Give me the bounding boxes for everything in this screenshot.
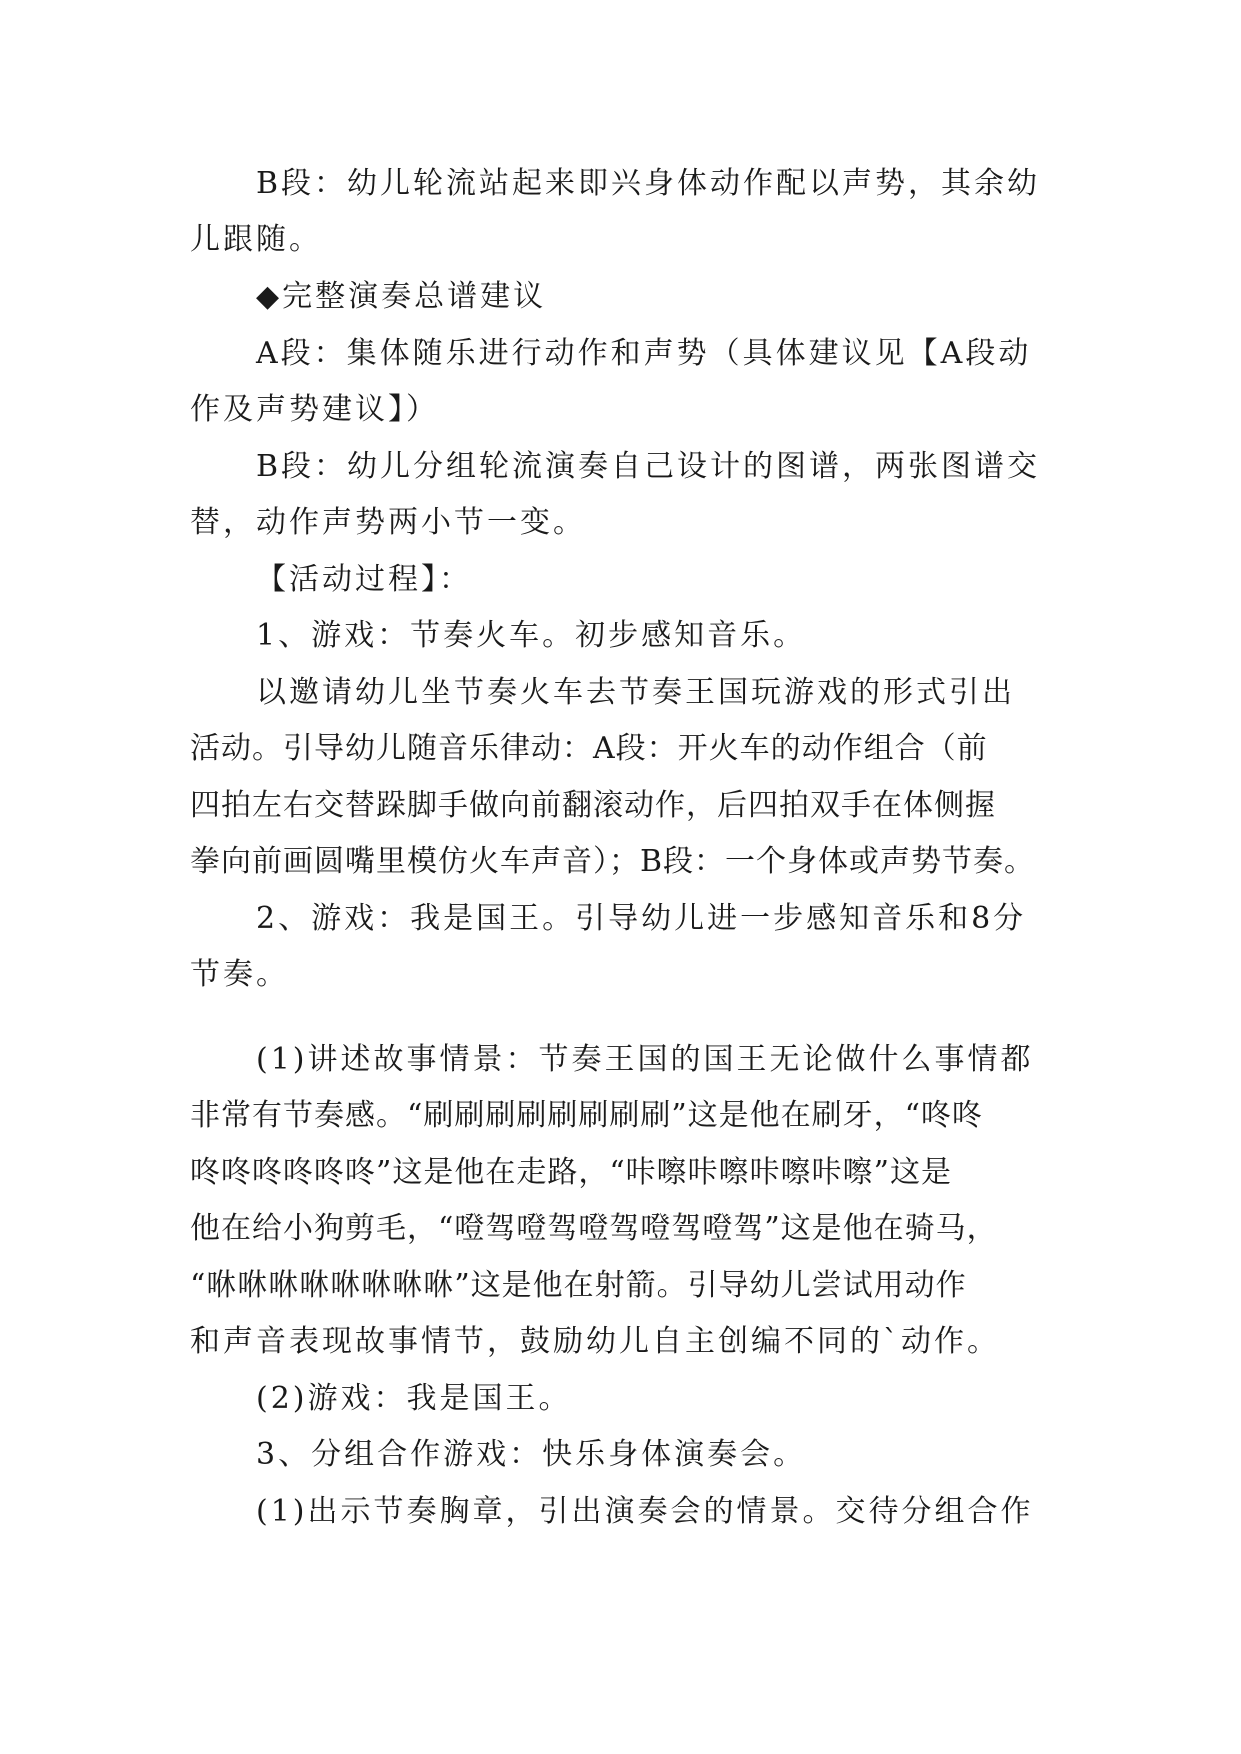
- paragraph-line: B段：幼儿轮流站起来即兴身体动作配以声势，其余幼: [256, 166, 1041, 201]
- paragraph-line: 2、游戏：我是国王。引导幼儿进一步感知音乐和8分: [256, 901, 1027, 936]
- paragraph-line: A段：集体随乐进行动作和声势（具体建议见【A段动: [256, 336, 1032, 371]
- paragraph-line: 3、分组合作游戏：快乐身体演奏会。: [256, 1437, 807, 1472]
- paragraph-line: 和声音表现故事情节，鼓励幼儿自主创编不同的`动作。: [190, 1324, 1000, 1359]
- section-heading: ◆完整演奏总谱建议: [256, 279, 547, 314]
- paragraph-line: 作及声势建议】）: [190, 392, 439, 427]
- paragraph-line: 他在给小狗剪毛，“噔驾噔驾噔驾噔驾噔驾”这是他在骑马，: [190, 1211, 998, 1246]
- paragraph-line: 四拍左右交替跺脚手做向前翻滚动作，后四拍双手在体侧握: [190, 788, 996, 823]
- paragraph-line: 以邀请幼儿坐节奏火车去节奏王国玩游戏的形式引出: [256, 675, 1015, 710]
- paragraph-line: 1、游戏：节奏火车。初步感知音乐。: [256, 618, 807, 653]
- paragraph-line: (1)讲述故事情景：节奏王国的国王无论做什么事情都: [256, 1042, 1034, 1077]
- paragraph-line: 活动。引导幼儿随音乐律动：A段：开火车的动作组合（前: [190, 731, 988, 766]
- paragraph-line: (1)出示节奏胸章，引出演奏会的情景。交待分组合作: [256, 1494, 1034, 1529]
- paragraph-line: B段：幼儿分组轮流演奏自己设计的图谱，两张图谱交: [256, 449, 1041, 484]
- paragraph-line: 咚咚咚咚咚咚”这是他在走路，“咔嚓咔嚓咔嚓咔嚓”这是: [190, 1155, 953, 1190]
- paragraph-line: 拳向前画圆嘴里模仿火车声音）；B段：一个身体或声势节奏。: [190, 844, 1036, 879]
- paragraph-line: 非常有节奏感。“刷刷刷刷刷刷刷刷”这是他在刷牙，“咚咚: [190, 1098, 984, 1133]
- paragraph-line: 替，动作声势两小节一变。: [190, 505, 586, 540]
- paragraph-line: 节奏。: [190, 957, 289, 992]
- paragraph-line: 儿跟随。: [190, 222, 322, 257]
- paragraph-line: “咻咻咻咻咻咻咻咻”这是他在射箭。引导幼儿尝试用动作: [190, 1268, 967, 1303]
- paragraph-line: (2)游戏：我是国王。: [256, 1381, 572, 1416]
- section-heading: 【活动过程】：: [256, 562, 472, 597]
